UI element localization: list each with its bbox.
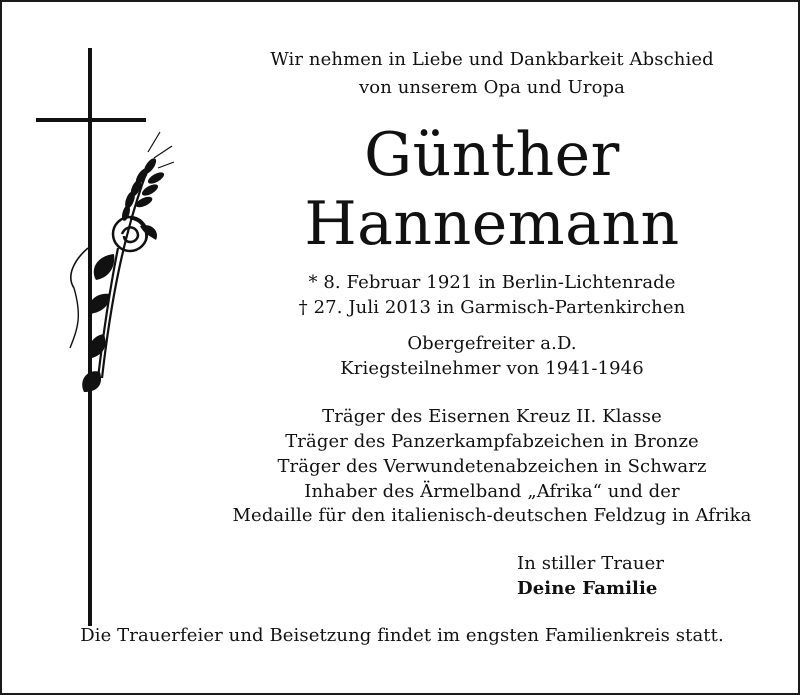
honor-line: Träger des Panzerkampfabzeichen in Bronze [285, 431, 699, 452]
honor-line: Träger des Verwundetenabzeichen in Schwarz [277, 456, 707, 477]
intro-line-2: von unserem Opa und Uropa [359, 77, 625, 98]
first-name: Günther [364, 120, 620, 190]
honor-line: Träger des Eisernen Kreuz II. Klasse [322, 406, 662, 427]
birth-line: * 8. Februar 1921 in Berlin-Lichtenrade [308, 272, 676, 293]
intro-line-1: Wir nehmen in Liebe und Dankbarkeit Abschied [270, 49, 714, 70]
funeral-note: Die Trauerfeier und Beisetzung findet im engsten Familienkreis statt. [80, 625, 724, 646]
service-line: Kriegsteilnehmer von 1941-1946 [340, 358, 644, 379]
family-signature: Deine Familie [517, 578, 658, 599]
honor-line: Medaille für den italienisch-deutschen Feldzug in Afrika [232, 505, 752, 526]
mourning-line: In stiller Trauer [517, 553, 665, 574]
rank-line: Obergefreiter a.D. [407, 333, 577, 354]
honor-line: Inhaber des Ärmelband „Afrika“ und der [304, 481, 680, 502]
death-line: † 27. Juli 2013 in Garmisch-Partenkirchen [298, 297, 686, 318]
last-name: Hannemann [304, 189, 680, 259]
cross-with-wheat-and-rose-icon [30, 48, 180, 628]
